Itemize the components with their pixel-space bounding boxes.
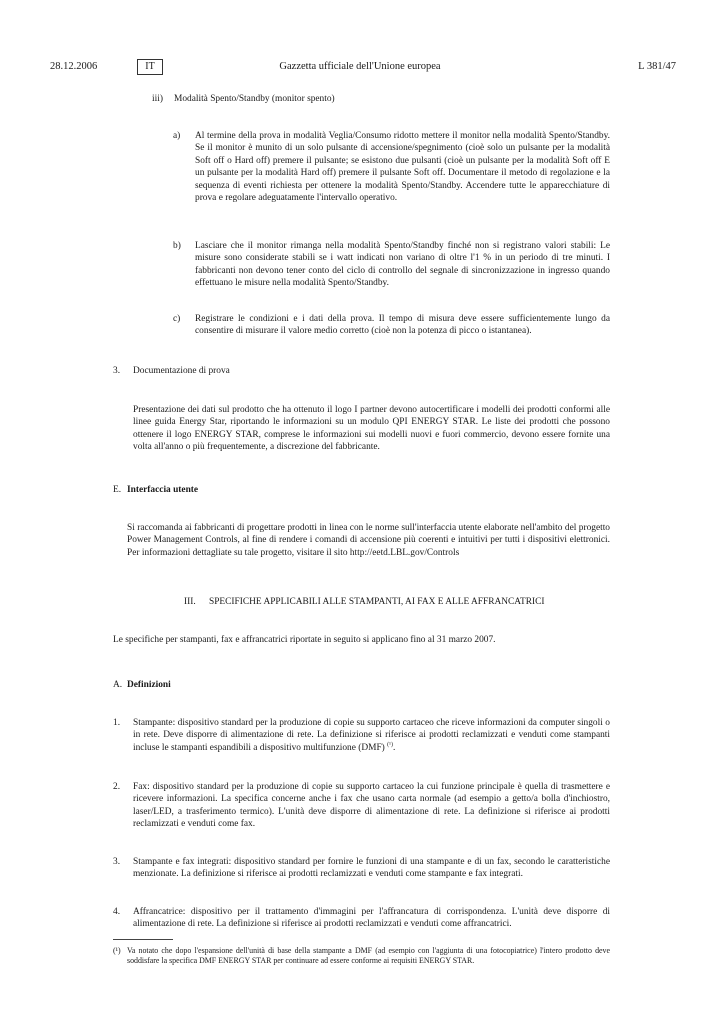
item-c-text: Registrare le condizioni e i dati della prova. Il tempo di misura deve essere sufficientemente lungo da consentire di misurare il valore medio corretto (cioè non la potenza di picco o istantanea).	[195, 314, 610, 337]
item-b-text: Lasciare che il monitor rimanga nella modalità Spento/Standby finché non si registrano valori stabili: Le misure sono considerate stabili se i watt indicati non variano di oltre l'1 % in un periodo di tre minuti. I fabbricanti non devono tener conto del ciclo di controllo del segnale di sincronizzazione in ingresso quando effettuano le misure nella modalità Spento/Standby.	[195, 241, 610, 289]
section-e-text: Si raccomanda ai fabbricanti di progettare prodotti in linea con le norme sull'interfaccia utente elaborate nell'ambito del progetto Power Management Controls, al fine di rendere i comandi di accensione più coerenti e intuitivi per tutti i dispositivi elettronici. Per informazioni dettagliate su tale progetto, visitare il sito http://eetd.LBL.gov/Controls	[127, 523, 610, 558]
section-3-text: Presentazione dei dati sul prodotto che ha ottenuto il logo I partner devono autocertificare i modelli dei prodotti conformi alle linee guida Energy Star, riportando le informazioni su un modulo QPI ENERGY STAR. Le liste dei prodotti che possono ottenere il logo ENERGY STAR, comprese le informazioni sui modelli nuovi e fuori commercio, devono essere fornite una volta all'anno o più frequentemente, a discrezione del fabbricante.	[133, 405, 610, 453]
item-a-text: Al termine della prova in modalità Veglia/Consumo ridotto mettere il monitor nella modalità Spento/Standby. Se il monitor è munito di un solo pulsante di accensione/spegnimento (cioè solo un pulsante per la modalità Soft off o Hard off) premere il pulsante; se esistono due pulsanti (cioè un pulsante per la modalità Soft off E un pulsante per la modalità Hard off) premere il pulsante Soft off. Documentare il metodo di regolazione e la sequenza di eventi richiesta per ottenere la modalità Spento/Standby. Accendere tutte le apparecchiature di prova e regolare adeguatamente l'intervallo operativo.	[195, 131, 610, 204]
footnote-text: Va notato che dopo l'espansione dell'unità di base della stampante a DMF (ad esempio con l'aggiunta di una fotocopiatrice) l'intero prodotto deve soddisfare la specifica DMF ENERGY STAR per continuare ad essere conforme ai requisiti ENERGY STAR.	[127, 946, 610, 966]
definition-3-text: Stampante e fax integrati: dispositivo standard per fornire le funzioni di una stampante e di un fax, secondo le caratteristiche menzionate. La definizione si riferisce ai prodotti reclamizzati e venduti come stampante e fax integrati.	[133, 857, 610, 880]
definition-4-text: Affrancatrice: dispositivo per il trattamento d'immagini per l'affrancatura di corrispondenza. L'unità deve disporre di alimentazione di rete. La definizione si riferisce ai prodotti reclamizzati e venduti come affrancatrici.	[133, 907, 610, 930]
part-iii-title: SPECIFICHE APPLICABILI ALLE STAMPANTI, AI FAX E ALLE AFFRANCATRICI	[209, 597, 545, 607]
section-a-label: A.	[113, 680, 123, 690]
item-b-label: b)	[173, 241, 181, 251]
publication-date: 28.12.2006	[50, 61, 98, 72]
subsection-iii-title: Modalità Spento/Standby (monitor spento)	[174, 94, 335, 104]
language-code-box: IT	[137, 59, 163, 75]
section-e-label: E.	[113, 485, 122, 495]
subsection-iii-label: iii)	[152, 94, 163, 104]
footnote-divider	[113, 939, 173, 940]
section-a-title: Definizioni	[127, 680, 171, 690]
definition-1-tail: .	[392, 742, 396, 753]
footnote-reference: (¹)	[387, 741, 393, 748]
definition-1-label: 1.	[113, 718, 121, 728]
definition-2-text: Fax: dispositivo standard per la produzione di copie su supporto cartaceo la cui funzione principale è quella di trasmettere e ricevere informazioni. La specifica concerne anche i fax che usano carta normale (ad esempio a getto/a bolla d'inchiostro, laser/LED, a trasferimento termico). L'unità deve disporre di alimentazione di rete. La definizione si riferisce ai prodotti reclamizzati e venduti come fax.	[133, 782, 610, 830]
definition-3-label: 3.	[113, 857, 121, 867]
definition-2-label: 2.	[113, 782, 121, 792]
part-iii-intro: Le specifiche per stampanti, fax e affrancatrici riportate in seguito si applicano fino al 31 marzo 2007.	[113, 635, 496, 645]
section-e-title: Interfaccia utente	[127, 485, 199, 495]
definition-1-text	[133, 717, 610, 754]
section-3-title: Documentazione di prova	[133, 366, 230, 376]
journal-title: Gazzetta ufficiale dell'Unione europea	[279, 61, 441, 72]
page-reference: L 381/47	[638, 61, 676, 72]
definition-4-label: 4.	[113, 907, 121, 917]
section-3-label: 3.	[113, 366, 121, 376]
part-iii-label: III.	[184, 597, 196, 607]
definition-1-body: Stampante: dispositivo standard per la produzione di copie su supporto cartaceo che riceve informazioni da computer singoli o in rete. Deve disporre di alimentazione di rete. La definizione si riferisce ai prodotti reclamizzati e venduti come stampanti incluse le stampanti espandibili a dispositivo multifunzione (DMF)	[133, 718, 610, 753]
item-c-label: c)	[173, 314, 181, 324]
item-a-label: a)	[173, 131, 181, 141]
footnote-marker: (¹)	[113, 946, 121, 955]
